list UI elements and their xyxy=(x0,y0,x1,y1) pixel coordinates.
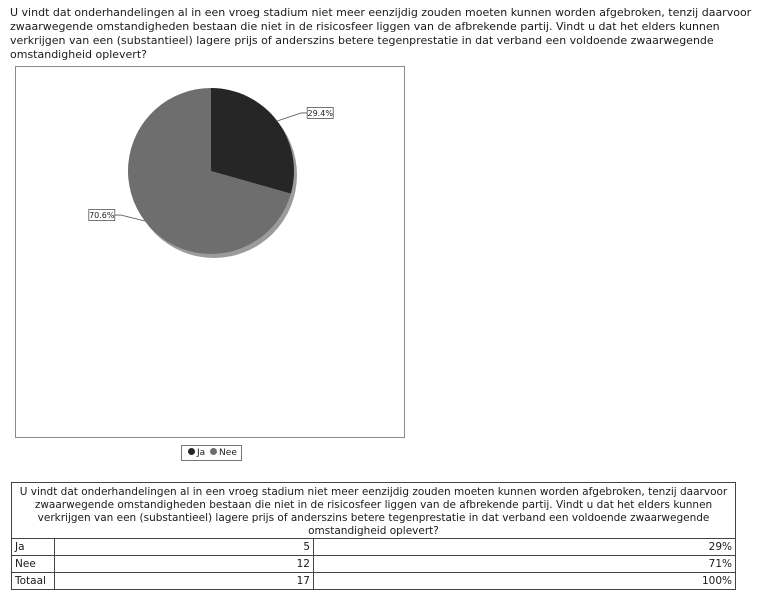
table-header: U vindt dat onderhandelingen al in een vroeg stadium niet meer eenzijdig zouden moeten kunnen worden afgebroken, tenzij daarvoor zwaarwegende omstandigheden bestaan die niet in de risicosfeer liggen van de afbrekende partij. Vindt u dat het elders kunnen verkrijgen van een (substantieel) lagere prijs of anderszins betere tegenprestatie in dat verband een voldoende zwaarwegende omstandigheid oplevert? xyxy=(12,483,736,539)
table-header-row xyxy=(12,483,736,539)
row-label: Totaal xyxy=(12,573,55,590)
leader-line xyxy=(277,113,307,121)
row-percent: 71% xyxy=(314,556,736,573)
row-count: 5 xyxy=(55,539,314,556)
leader-line xyxy=(115,215,145,221)
legend-dot-ja xyxy=(188,448,195,455)
legend-label-ja: Ja xyxy=(197,448,206,458)
row-percent: 29% xyxy=(314,539,736,556)
legend-dot-nee xyxy=(210,448,217,455)
row-percent: 100% xyxy=(314,573,736,590)
chart-legend xyxy=(181,445,242,461)
table-row xyxy=(12,573,736,590)
slice-percent-label: 70.6% xyxy=(89,211,115,221)
legend-label-nee: Nee xyxy=(219,448,237,458)
slice-percent-label: 29.4% xyxy=(307,108,333,118)
row-label: Ja xyxy=(12,539,55,556)
row-count: 17 xyxy=(55,573,314,590)
table-row xyxy=(12,539,736,556)
slice-label-nee xyxy=(89,210,145,222)
pie-chart-frame xyxy=(15,66,405,438)
question-text: U vindt dat onderhandelingen al in een vroeg stadium niet meer eenzijdig zouden moeten kunnen worden afgebroken, tenzij daarvoor zwaarwegende omstandigheden bestaan die niet in de risicosfeer liggen van de afbrekende partij. Vindt u dat het elders kunnen verkrijgen van een (substantieel) lagere prijs of anderszins betere tegenprestatie in dat verband een voldoende zwaarwegende omstandigheid oplevert? xyxy=(10,6,752,61)
row-count: 12 xyxy=(55,556,314,573)
slice-label-ja xyxy=(277,107,333,121)
table-row xyxy=(12,556,736,573)
results-table xyxy=(11,482,736,590)
pie-chart xyxy=(16,67,406,439)
row-label: Nee xyxy=(12,556,55,573)
